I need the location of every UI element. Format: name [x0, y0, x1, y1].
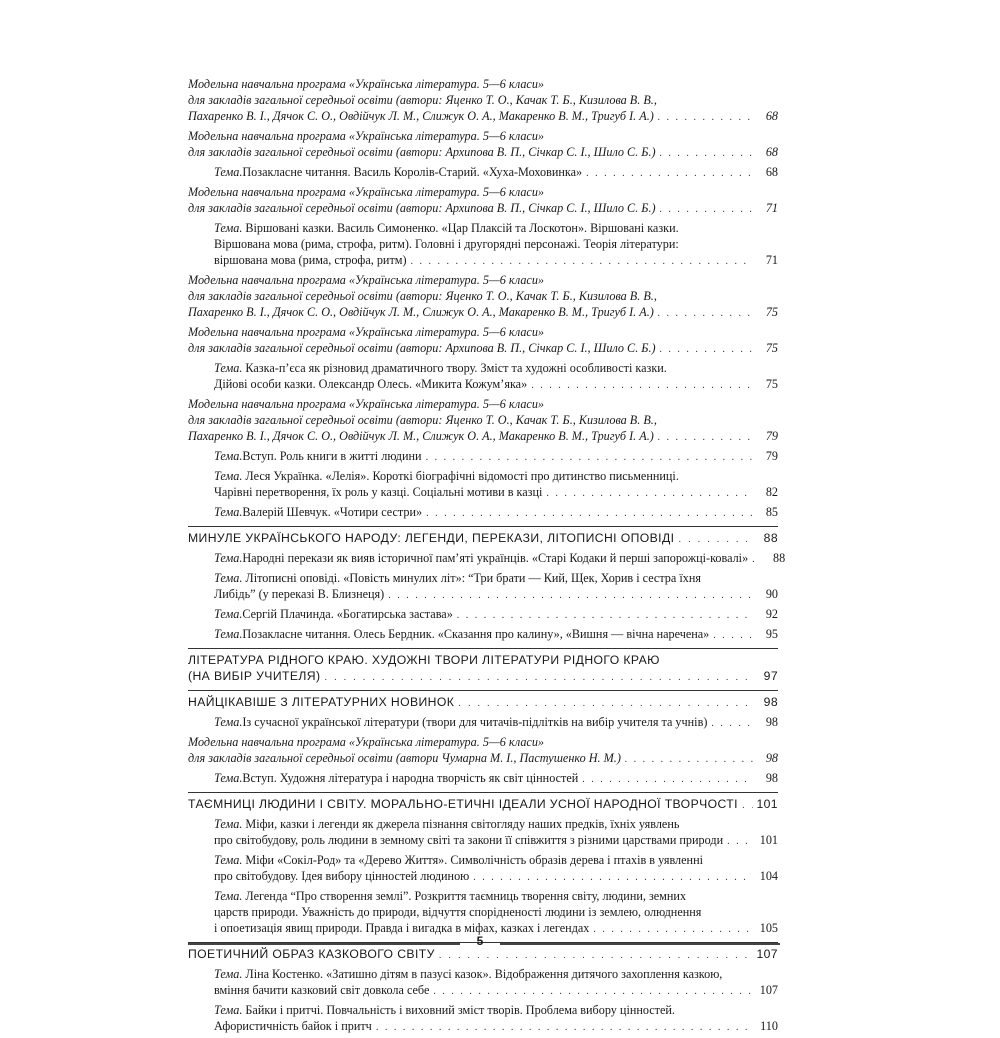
dot-leader	[388, 588, 753, 604]
dot-leader	[433, 984, 753, 1000]
theme-label: Тема.	[214, 505, 243, 519]
toc-entry-text: Либідь” (у переказі В. Близнеця)	[214, 587, 385, 601]
toc-entry-text: Модельна навчальна програма «Українська література. 5—6 класи»	[188, 735, 545, 749]
dot-leader	[742, 798, 753, 814]
toc-entry-text: про світобудову. Ідея вибору цінностей людиною	[214, 869, 470, 883]
toc-entry-theme	[188, 550, 786, 568]
toc-entry-text: для закладів загальної середньої освіти (автори: Архипова В. П., Січкар С. І., Шило С. Б.)	[188, 201, 656, 215]
dot-leader	[457, 608, 753, 624]
toc-entry-theme	[188, 220, 778, 270]
toc-entry-text: Міфи «Сокіл-Род» та «Дерево Життя». Символічність образів дерева і птахів в уявленні	[242, 853, 703, 867]
toc-page-number: 88	[763, 531, 778, 545]
toc-entry-text: Дійові особи казки. Олександр Олесь. «Микита Кожум’яка»	[214, 377, 528, 391]
theme-label: Тема.	[214, 1003, 243, 1017]
dot-leader	[426, 506, 753, 522]
toc-page-number: 90	[765, 587, 778, 601]
theme-label: Тема.	[214, 771, 243, 785]
theme-label: Тема.	[214, 551, 243, 565]
toc-entry-text: (НА ВИБІР УЧИТЕЛЯ)	[188, 669, 321, 683]
toc-page-number: 68	[765, 165, 778, 179]
toc-page-number: 98	[763, 695, 778, 709]
dot-leader	[713, 628, 753, 644]
toc-entry-text: і опоетизація явищ природи. Правда і вигадка в міфах, казках і легендах	[214, 921, 590, 935]
toc-entry-text: Байки і притчі. Повчальність і виховний зміст творів. Проблема вибору цінностей.	[242, 1003, 675, 1017]
theme-label: Тема.	[214, 853, 243, 867]
toc-entry-theme	[188, 606, 778, 624]
toc-entry-theme	[188, 626, 778, 644]
toc-page-number: 104	[759, 869, 778, 883]
toc-page-number: 98	[765, 715, 778, 729]
toc-entry-text: для закладів загальної середньої освіти (автори: Яценко Т. О., Качак Т. Б., Кизилова В. В.,	[188, 93, 657, 107]
toc-entry-text: для закладів загальної середньої освіти (автори: Яценко Т. О., Качак Т. Б., Кизилова В. В.,	[188, 289, 657, 303]
dot-leader	[658, 430, 753, 446]
toc-page-number: 68	[765, 145, 778, 159]
dot-leader	[546, 486, 753, 502]
toc-entry-text: для закладів загальної середньої освіти (автори: Архипова В. П., Січкар С. І., Шило С. Б.)	[188, 341, 656, 355]
toc-entry-text: Модельна навчальна програма «Українська література. 5—6 класи»	[188, 397, 545, 411]
toc-entry-section	[188, 792, 778, 814]
dot-leader	[752, 552, 760, 568]
toc-page-number: 107	[759, 983, 778, 997]
toc-entry-text: про світобудову, роль людини в земному світі та закони її співжиття з різними царствами природи	[214, 833, 724, 847]
toc-entry-theme	[188, 1002, 778, 1036]
toc-entry-text: Народні перекази як вияв історичної пам’яті українців. «Старі Кодаки й перші запорожці-ковалі»	[242, 551, 749, 565]
dot-leader	[625, 752, 753, 768]
toc-entry-theme	[188, 888, 778, 938]
toc-entry-text: Легенда “Про створення землі”. Розкриття таємниць творення світу, людини, земних	[242, 889, 687, 903]
dot-leader	[727, 834, 753, 850]
dot-leader	[711, 716, 753, 732]
toc-entry-text: Пахаренко В. І., Дячок С. О., Овдійчук Л. М., Слижук О. А., Макаренко В. М., Тригуб І. А.)	[188, 109, 654, 123]
toc-entry-text: Сергій Плачинда. «Богатирська застава»	[242, 607, 453, 621]
toc-entry-text: Вступ. Художня література і народна творчість як світ цінностей	[242, 771, 579, 785]
theme-label: Тема.	[214, 449, 243, 463]
dot-leader	[660, 342, 753, 358]
toc-entry-text: віршована мова (рима, строфа, ритм)	[214, 253, 407, 267]
toc-entry-text: ПОЕТИЧНИЙ ОБРАЗ КАЗКОВОГО СВІТУ	[188, 947, 435, 961]
toc-entry-text: Афористичність байок і притч	[214, 1019, 372, 1033]
toc-page-number: 105	[759, 921, 778, 935]
toc-page-number: 75	[765, 377, 778, 391]
dot-leader	[660, 146, 753, 162]
dot-leader	[658, 306, 753, 322]
dot-leader	[660, 202, 753, 218]
theme-label: Тема.	[214, 817, 243, 831]
toc-page-number: 75	[765, 305, 778, 319]
toc-page-number: 110	[760, 1019, 778, 1033]
dot-leader	[426, 450, 753, 466]
toc-entry-text: Пахаренко В. І., Дячок С. О., Овдійчук Л. М., Слижук О. А., Макаренко В. М., Тригуб І. А.)	[188, 429, 654, 443]
toc-entry-program	[188, 76, 778, 126]
dot-leader	[531, 378, 753, 394]
theme-label: Тема.	[214, 715, 243, 729]
theme-label: Тема.	[214, 571, 243, 585]
toc-entry-text: Чарівні перетворення, їх роль у казці. Соціальні мотиви в казці	[214, 485, 543, 499]
toc-entry-text: для закладів загальної середньої освіти (автори: Архипова В. П., Січкар С. І., Шило С. Б.)	[188, 145, 656, 159]
toc-entry-text: ТАЄМНИЦІ ЛЮДИНИ І СВІТУ. МОРАЛЬНО-ЕТИЧНІ ІДЕАЛИ УСНОЇ НАРОДНОЇ ТВОРЧОСТІ	[188, 797, 738, 811]
toc-entry-text: царств природи. Уважність до природи, відчуття спорідненості людини із землею, олюднення	[214, 905, 702, 919]
theme-label: Тема.	[214, 967, 243, 981]
theme-label: Тема.	[214, 469, 243, 483]
toc-page-number: 98	[765, 751, 778, 765]
table-of-contents	[188, 76, 786, 1038]
theme-label: Тема.	[214, 607, 243, 621]
theme-label: Тема.	[214, 361, 243, 375]
toc-entry-text: Модельна навчальна програма «Українська література. 5—6 класи»	[188, 129, 545, 143]
toc-entry-program	[188, 324, 778, 358]
toc-entry-theme	[188, 852, 778, 886]
dot-leader	[376, 1020, 753, 1036]
toc-entry-text: Позакласне читання. Олесь Бердник. «Сказання про калину», «Вишня — вічна наречена»	[242, 627, 710, 641]
toc-page-number: 75	[765, 341, 778, 355]
toc-page-number: 71	[765, 201, 778, 215]
toc-entry-text: НАЙЦІКАВІШЕ З ЛІТЕРАТУРНИХ НОВИНОК	[188, 695, 455, 709]
dot-leader	[411, 254, 753, 270]
toc-entry-text: вміння бачити казковий світ довкола себе	[214, 983, 430, 997]
page-number: 5	[476, 934, 484, 948]
toc-entry-text: Казка-п’єса як різновид драматичного твору. Зміст та художні особливості казки.	[242, 361, 667, 375]
dot-leader	[582, 772, 753, 788]
toc-entry-program	[188, 128, 778, 162]
toc-entry-text: Валерій Шевчук. «Чотири сестри»	[242, 505, 423, 519]
dot-leader	[458, 696, 753, 712]
toc-entry-program	[188, 184, 778, 218]
toc-entry-theme	[188, 164, 778, 182]
toc-entry-text: Віршовані казки. Василь Симоненко. «Цар Плаксій та Лоскотон». Віршовані казки.	[242, 221, 679, 235]
toc-page-number: 79	[765, 429, 778, 443]
toc-entry-theme	[188, 966, 778, 1000]
toc-page-number: 101	[759, 833, 778, 847]
toc-entry-theme	[188, 448, 778, 466]
footer-rule-right	[500, 943, 780, 945]
dot-leader	[593, 922, 753, 938]
toc-entry-theme	[188, 816, 778, 850]
toc-page-number: 107	[756, 947, 778, 961]
toc-entry-text: Модельна навчальна програма «Українська література. 5—6 класи»	[188, 325, 545, 339]
theme-label: Тема.	[214, 221, 243, 235]
toc-entry-text: Модельна навчальна програма «Українська література. 5—6 класи»	[188, 273, 545, 287]
dot-leader	[473, 870, 753, 886]
toc-page-number: 98	[765, 771, 778, 785]
toc-page-number: 101	[756, 797, 778, 811]
footer-rule-left	[188, 943, 460, 945]
toc-entry-text: Із сучасної української літератури (твори для читачів-підлітків на вибір учителя та учнів)	[242, 715, 708, 729]
theme-label: Тема.	[214, 627, 243, 641]
toc-entry-text: Пахаренко В. І., Дячок С. О., Овдійчук Л. М., Слижук О. А., Макаренко В. М., Тригуб І. А.)	[188, 305, 654, 319]
theme-label: Тема.	[214, 889, 243, 903]
toc-entry-program	[188, 272, 778, 322]
toc-entry-theme	[188, 360, 778, 394]
toc-entry-program	[188, 396, 778, 446]
toc-entry-theme	[188, 468, 778, 502]
toc-entry-text: Позакласне читання. Василь Королів-Старий. «Хуха-Моховинка»	[242, 165, 583, 179]
toc-entry-section	[188, 690, 778, 712]
toc-entry-text: Віршована мова (рима, строфа, ритм). Головні і другорядні персонажі. Теорія літератури:	[214, 237, 679, 251]
toc-entry-program	[188, 734, 778, 768]
toc-page-number: 82	[765, 485, 778, 499]
toc-entry-theme	[188, 570, 778, 604]
dot-leader	[324, 670, 753, 686]
theme-label: Тема.	[214, 165, 243, 179]
toc-entry-section	[188, 648, 778, 686]
toc-entry-theme	[188, 770, 778, 788]
toc-entry-text: Ліна Костенко. «Затишно дітям в пазусі казок». Відображення дитячого захоплення казкою,	[242, 967, 723, 981]
toc-entry-text: Міфи, казки і легенди як джерела пізнання світогляду наших предків, їхніх уявлень	[242, 817, 680, 831]
toc-page-number: 85	[765, 505, 778, 519]
toc-entry-text: Літописні оповіді. «Повість минулих літ»: “Три брати — Кий, Щек, Хорив і сестра їхня	[242, 571, 701, 585]
toc-page-number: 97	[763, 669, 778, 683]
toc-page-number: 68	[765, 109, 778, 123]
toc-page-number: 71	[765, 253, 778, 267]
dot-leader	[586, 166, 753, 182]
toc-entry-text: Леся Українка. «Лелія». Короткі біографічні відомості про дитинство письменниці.	[242, 469, 679, 483]
toc-entry-text: МИНУЛЕ УКРАЇНСЬКОГО НАРОДУ: ЛЕГЕНДИ, ПЕРЕКАЗИ, ЛІТОПИСНІ ОПОВІДІ	[188, 531, 675, 545]
toc-entry-theme	[188, 504, 778, 522]
toc-page-number: 95	[765, 627, 778, 641]
toc-page-number: 92	[765, 607, 778, 621]
toc-entry-text: ЛІТЕРАТУРА РІДНОГО КРАЮ. ХУДОЖНІ ТВОРИ ЛІТЕРАТУРИ РІДНОГО КРАЮ	[188, 653, 660, 667]
dot-leader	[678, 532, 753, 548]
toc-page-number: 88	[772, 551, 786, 565]
toc-entry-text: для закладів загальної середньої освіти (автори: Яценко Т. О., Качак Т. Б., Кизилова В. В.,	[188, 413, 657, 427]
toc-entry-text: Модельна навчальна програма «Українська література. 5—6 класи»	[188, 185, 545, 199]
toc-entry-section	[188, 526, 778, 548]
toc-entry-theme	[188, 714, 778, 732]
toc-page-number: 79	[765, 449, 778, 463]
dot-leader	[658, 110, 753, 126]
dot-leader	[439, 948, 753, 964]
toc-entry-text: Вступ. Роль книги в житті людини	[242, 449, 422, 463]
toc-entry-text: для закладів загальної середньої освіти (автори Чумарна М. І., Пастушенко Н. М.)	[188, 751, 621, 765]
toc-entry-text: Модельна навчальна програма «Українська література. 5—6 класи»	[188, 77, 545, 91]
